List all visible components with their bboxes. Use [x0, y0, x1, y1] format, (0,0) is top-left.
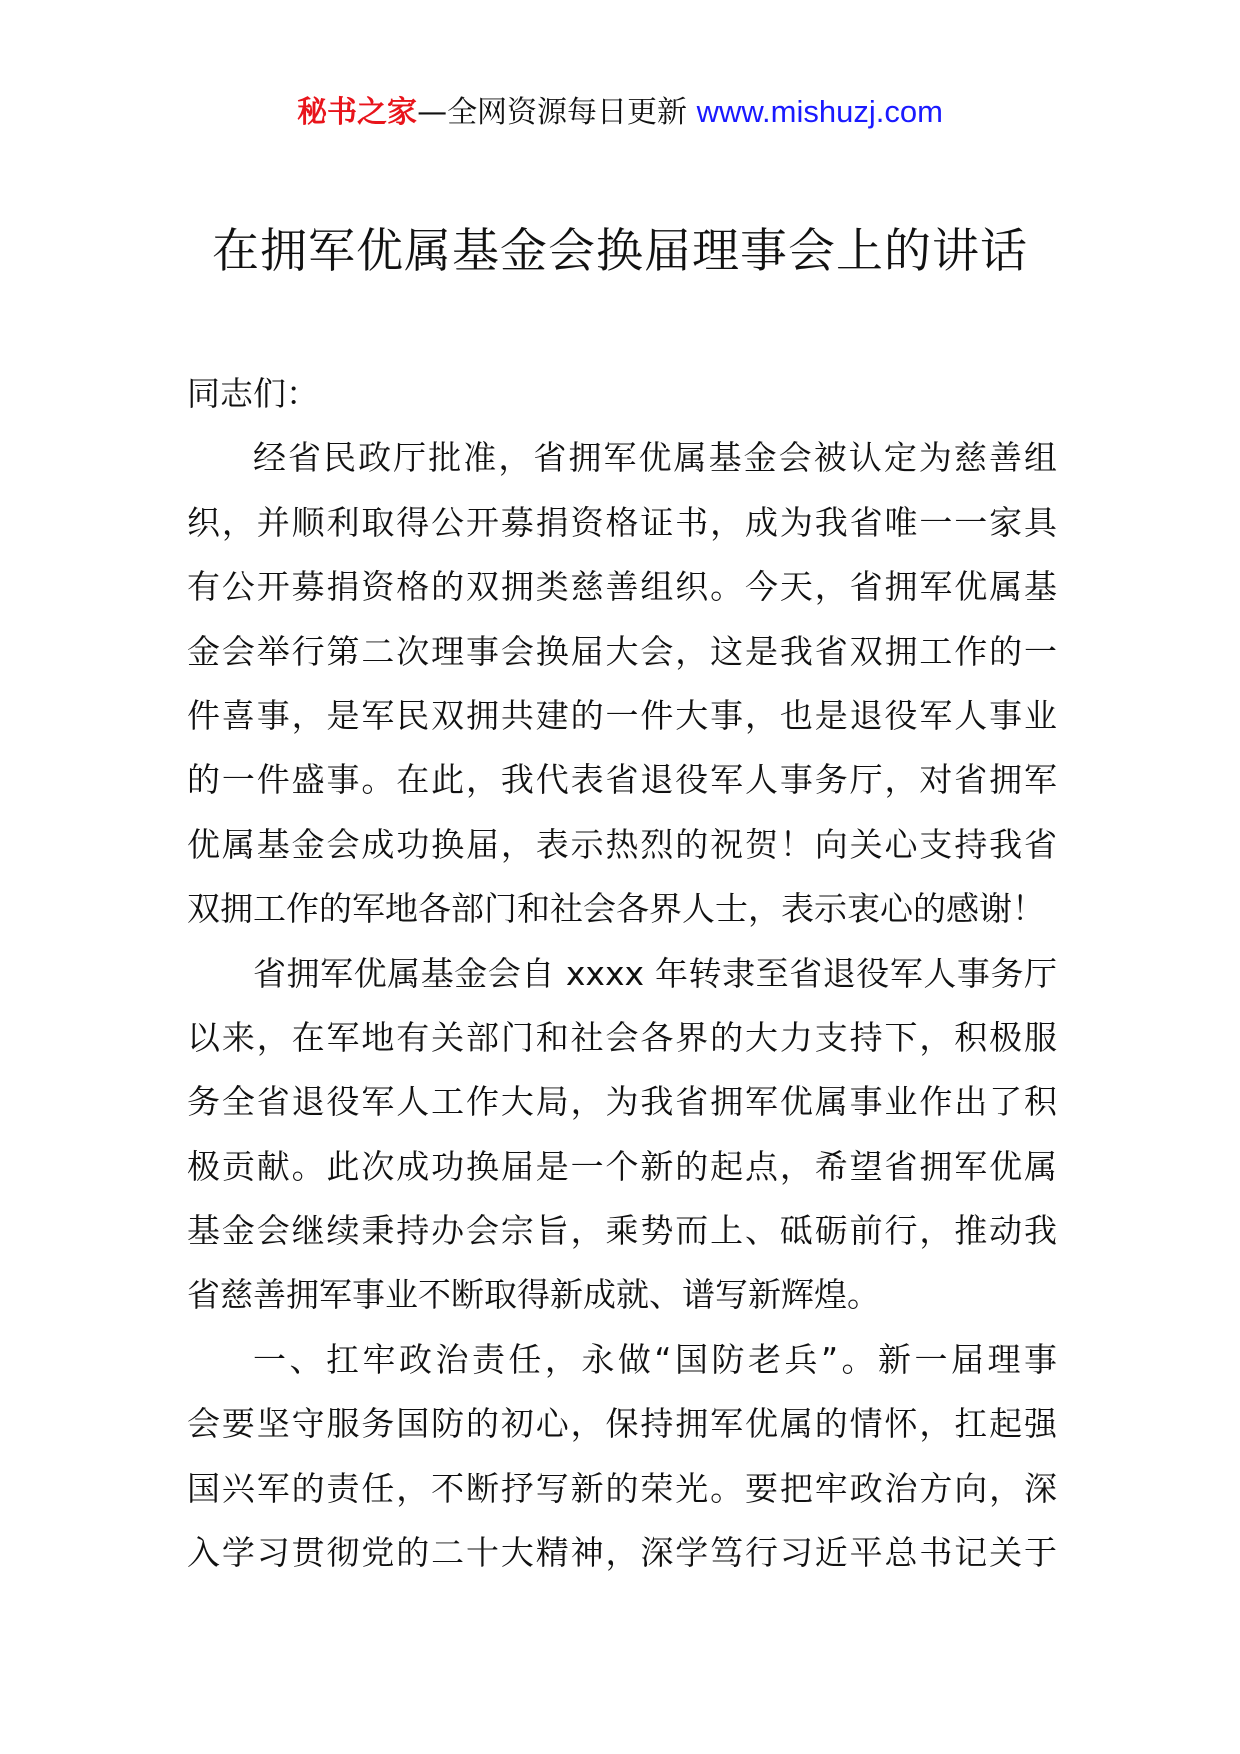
paragraph-line: 优属基金会成功换届，表示热烈的祝贺！向关心支持我省 — [187, 824, 1057, 864]
document-body — [187, 362, 1057, 1585]
paragraph-line: 入学习贯彻党的二十大精神，深学笃行习近平总书记关于 — [187, 1533, 1057, 1573]
paragraph-line: 极贡献。此次成功换届是一个新的起点，希望省拥军优属 — [187, 1146, 1057, 1186]
site-header — [0, 92, 1240, 133]
paragraph-line: 省慈善拥军事业不断取得新成就、谱写新辉煌。 — [187, 1275, 880, 1315]
paragraph-line: 的一件盛事。在此，我代表省退役军人事务厅，对省拥军 — [187, 760, 1057, 800]
paragraph-line: 经省民政厅批准，省拥军优属基金会被认定为慈善组 — [253, 438, 1057, 478]
paragraph-line: 件喜事，是军民双拥共建的一件大事，也是退役军人事业 — [187, 695, 1057, 735]
brand-name: 秘书之家 — [297, 95, 418, 130]
header-slogan: —全网资源每日更新 — [417, 95, 697, 130]
paragraph-line: 会要坚守服务国防的初心，保持拥军优属的情怀，扛起强 — [187, 1404, 1057, 1444]
paragraph-line: 以来，在军地有关部门和社会各界的大力支持下，积极服 — [187, 1017, 1057, 1057]
paragraph-line: 省拥军优属基金会自 xxxx 年转隶至省退役军人事务厅 — [253, 953, 1057, 993]
paragraph-line: 有公开募捐资格的双拥类慈善组织。今天，省拥军优属基 — [187, 567, 1057, 607]
salutation: 同志们： — [187, 374, 319, 413]
paragraph-line: 国兴军的责任，不断抒写新的荣光。要把牢政治方向，深 — [187, 1468, 1057, 1508]
paragraph-line: 务全省退役军人工作大局，为我省拥军优属事业作出了积 — [187, 1082, 1057, 1122]
paragraph-line: 基金会继续秉持办会宗旨，乘势而上、砥砺前行，推动我 — [187, 1211, 1057, 1251]
paragraph-line: 织，并顺利取得公开募捐资格证书，成为我省唯一一家具 — [187, 502, 1057, 542]
paragraph-line: 双拥工作的军地各部门和社会各界人士，表示衷心的感谢！ — [187, 889, 1045, 929]
site-url-link[interactable]: www.mishuzj.com — [696, 94, 943, 129]
paragraph-line: 一、扛牢政治责任，永做“国防老兵”。新一届理事 — [253, 1339, 1057, 1379]
paragraph-line: 金会举行第二次理事会换届大会，这是我省双拥工作的一 — [187, 631, 1057, 671]
document-title: 在拥军优属基金会换届理事会上的讲话 — [212, 224, 1028, 279]
